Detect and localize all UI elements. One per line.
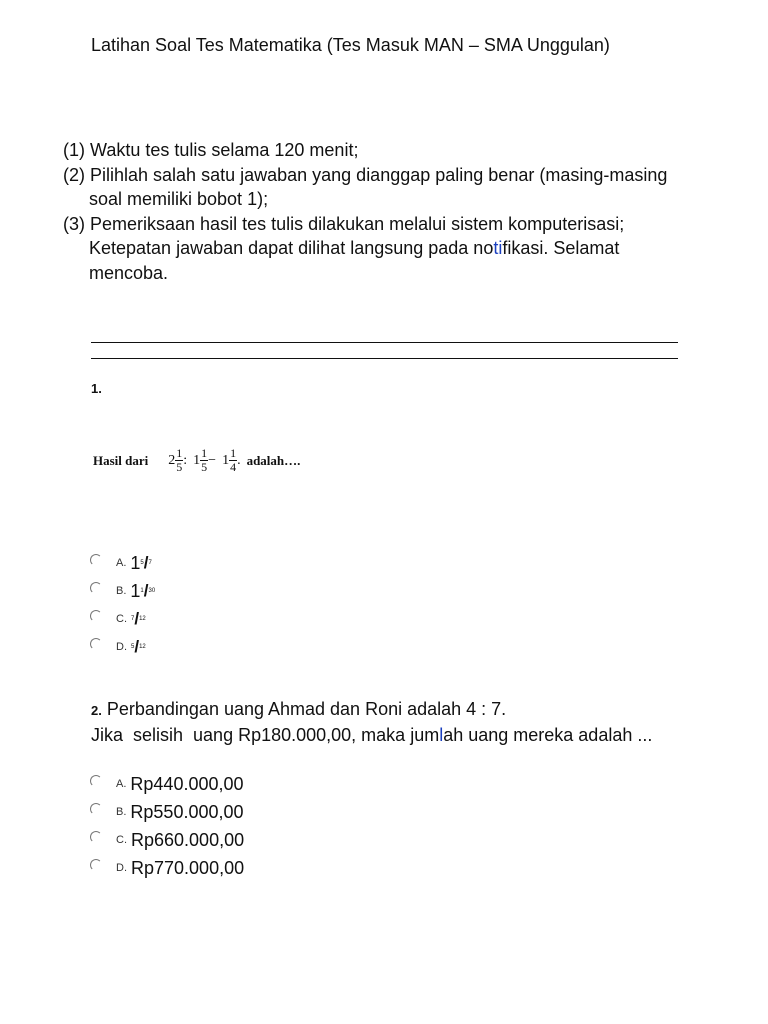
numerator: 1: [176, 446, 183, 460]
option-text: Rp770.000,00: [131, 857, 245, 878]
rule-1: (1) Waktu tes tulis selama 120 menit;: [63, 140, 359, 160]
radio-button[interactable]: [90, 803, 102, 815]
rule-3: [63, 212, 703, 286]
denominator: 5: [201, 460, 208, 474]
radio-button[interactable]: [90, 859, 102, 871]
option-letter: A.: [116, 778, 127, 790]
option-text: Rp550.000,00: [130, 801, 244, 822]
option-whole: 1: [130, 552, 141, 573]
question-1-expression: [93, 447, 300, 474]
divider-line: [91, 358, 678, 359]
question-2-options: [90, 770, 244, 882]
rule-2: (2) Pilihlah salah satu jawaban yang dianggap paling benar (masing-masing soal memiliki bobot 1);: [63, 164, 668, 209]
option-denominator: 7: [148, 560, 152, 566]
denominator: 4: [230, 460, 237, 474]
operator: −: [208, 452, 217, 468]
option-letter: D.: [116, 862, 127, 874]
question-1-number: 1.: [91, 381, 102, 396]
option-numerator: 5: [131, 644, 135, 650]
numerator: 1: [230, 446, 237, 460]
option-letter: A.: [116, 557, 127, 569]
option-c[interactable]: C. 7 / 12: [90, 605, 155, 633]
instructions: [63, 138, 703, 285]
whole: 2: [168, 452, 176, 468]
option-denominator: 30: [148, 588, 156, 594]
option-a[interactable]: [90, 770, 244, 798]
question-1-prefix: Hasil dari: [93, 452, 149, 468]
rule-3-text-end: fikasi. Selamat mencoba.: [89, 238, 620, 283]
question-1-options: [90, 549, 155, 661]
question-2-number: 2.: [91, 703, 102, 718]
radio-button[interactable]: [90, 554, 102, 566]
radio-button[interactable]: [90, 831, 102, 843]
mixed-number: [193, 447, 216, 474]
question-2: [91, 697, 711, 747]
denominator: 5: [176, 460, 183, 474]
option-a[interactable]: A. 1 5 / 7: [90, 549, 155, 577]
operator: :: [183, 452, 188, 468]
numerator: 1: [201, 446, 208, 460]
option-letter: D.: [116, 641, 127, 653]
document-title: Latihan Soal Tes Matematika (Tes Masuk MAN – SMA Unggulan): [91, 35, 610, 55]
divider-line: [91, 342, 678, 343]
mixed-number: [222, 447, 241, 474]
mixed-number: [168, 447, 187, 474]
option-c[interactable]: [90, 826, 244, 854]
option-letter: B.: [116, 585, 127, 597]
option-denominator: 12: [139, 644, 146, 650]
option-d[interactable]: [90, 854, 244, 882]
question-1-suffix: adalah….: [246, 452, 301, 468]
operator: .: [237, 452, 241, 468]
rule-3-text: (3) Pemeriksaan hasil tes tulis dilakukan melalui sistem komputerisasi; Ketepatan jawaban dapat dilihat langsung pada no: [63, 213, 625, 258]
rule-3-highlight: ti: [493, 238, 503, 258]
question-2-line-1: Perbandingan uang Ahmad dan Roni adalah 4 : 7.: [106, 699, 507, 719]
option-b[interactable]: B. 1 1 / 30: [90, 577, 155, 605]
option-letter: C.: [116, 613, 127, 625]
option-numerator: 7: [131, 616, 135, 622]
option-letter: B.: [116, 806, 127, 818]
option-whole: 1: [130, 580, 141, 601]
radio-button[interactable]: [90, 638, 102, 650]
whole: 1: [222, 452, 230, 468]
question-2-highlight: l: [439, 725, 444, 745]
option-denominator: 12: [139, 616, 146, 622]
radio-button[interactable]: [90, 775, 102, 787]
option-d[interactable]: D. 5 / 12: [90, 633, 155, 661]
option-b[interactable]: [90, 798, 244, 826]
question-2-line-2-end: ah uang mereka adalah ...: [443, 725, 653, 745]
radio-button[interactable]: [90, 582, 102, 594]
whole: 1: [193, 452, 201, 468]
option-letter: C.: [116, 834, 127, 846]
option-numerator: 1: [140, 588, 144, 594]
option-text: Rp440.000,00: [130, 773, 244, 794]
option-numerator: 5: [140, 560, 144, 566]
option-text: Rp660.000,00: [131, 829, 245, 850]
radio-button[interactable]: [90, 610, 102, 622]
question-2-line-2: Jika selisih uang Rp180.000,00, maka jum: [91, 725, 440, 745]
